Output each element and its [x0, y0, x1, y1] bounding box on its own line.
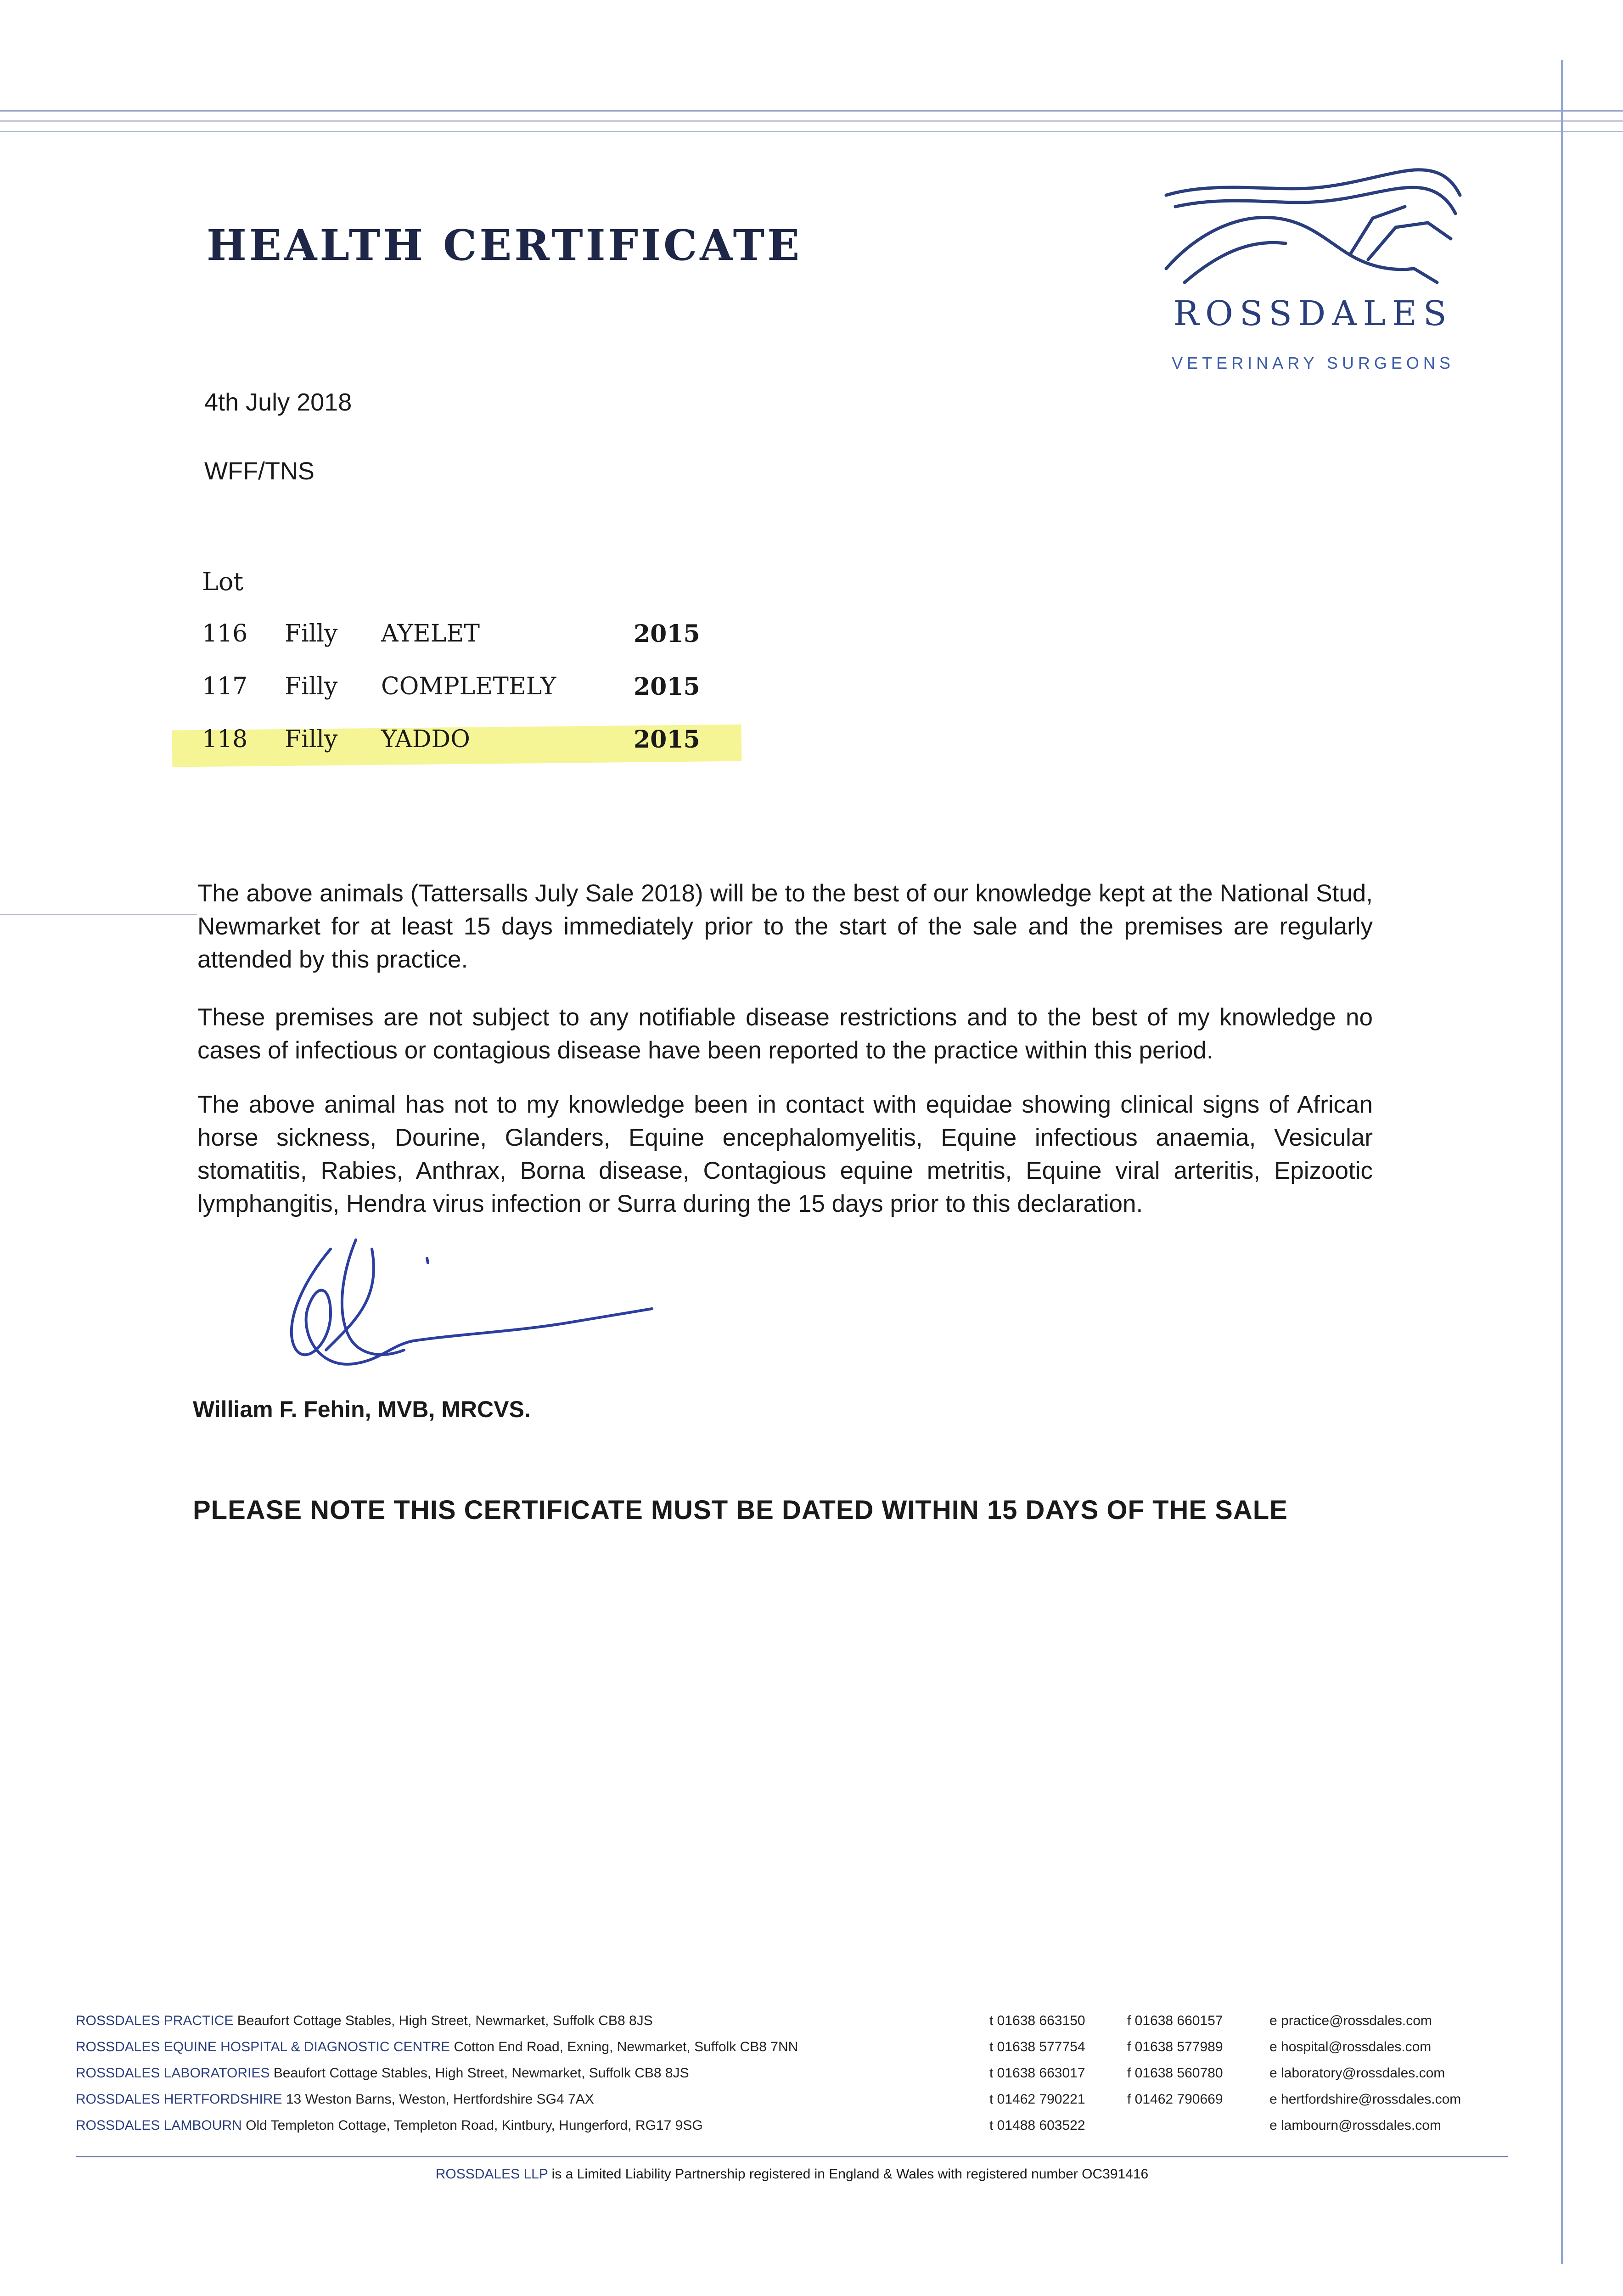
registration-text: is a Limited Liability Partnership registered in England & Wales with registered number OC391416: [551, 2167, 1149, 2182]
lot-row-highlighted: [202, 721, 753, 774]
footer-entry-email: e lambourn@rossdales.com: [1269, 2118, 1441, 2133]
paragraph-disease-restrictions: These premises are not subject to any notifiable disease restrictions and to the best of my knowledge no cases of infectious or contagious disease have been reported to the practice within this period.: [197, 1004, 1373, 1064]
lot-number: 118: [202, 726, 248, 753]
footer-entry-address: 13 Weston Barns, Weston, Hertfordshire SG4 7AX: [286, 2092, 594, 2107]
lot-row: [202, 668, 753, 721]
lot-sex: Filly: [285, 726, 338, 753]
lot-year: 2015: [634, 620, 700, 648]
brand-subtitle: VETERINARY SURGEONS: [1172, 354, 1455, 372]
lot-row: [202, 615, 753, 668]
footer-entry-email: e laboratory@rossdales.com: [1269, 2065, 1445, 2081]
footer-entry-phone: t 01638 663017: [989, 2065, 1085, 2081]
scan-line-middle: [0, 914, 197, 915]
document-reference: WFF/TNS: [204, 457, 314, 485]
footer-entry-name: ROSSDALES HERTFORDSHIRE: [76, 2092, 282, 2107]
certificate-notice: PLEASE NOTE THIS CERTIFICATE MUST BE DATED WITHIN 15 DAYS OF THE SALE: [193, 1495, 1288, 1525]
footer-entry: [76, 2011, 1522, 2037]
lot-list: [202, 615, 753, 774]
footer-entry-fax: f 01462 790669: [1127, 2092, 1223, 2107]
footer-entry-address: Cotton End Road, Exning, Newmarket, Suffolk CB8 7NN: [454, 2039, 798, 2054]
lot-name: YADDO: [381, 726, 470, 753]
registration-brand: ROSSDALES LLP: [435, 2167, 548, 2182]
footer-entry-phone: t 01488 603522: [989, 2118, 1085, 2133]
footer-entry: [76, 2116, 1522, 2142]
footer-entry-name: ROSSDALES LABORATORIES: [76, 2065, 270, 2081]
lot-sex: Filly: [285, 620, 338, 647]
page-title: HEALTH CERTIFICATE: [207, 220, 803, 270]
footer-entry-phone: t 01638 663150: [989, 2013, 1085, 2028]
footer-entry-fax: f 01638 577989: [1127, 2039, 1223, 2054]
scan-line-right: [1561, 60, 1563, 2264]
footer-entry-name: ROSSDALES LAMBOURN: [76, 2118, 242, 2133]
brand-name: ROSSDALES: [1173, 294, 1453, 333]
lot-number: 117: [202, 673, 248, 700]
scan-line-top-3: [0, 131, 1623, 132]
lot-name: AYELET: [381, 620, 480, 647]
paragraph-sale-location: The above animals (Tattersalls July Sale 2018) will be to the best of our knowledge kept at the National Stud, Newmarket for at least 15 days immediately prior to the start of the sale and the premises are regularly attended by this practice.: [197, 880, 1373, 973]
footer-entry-email: e hospital@rossdales.com: [1269, 2039, 1432, 2054]
footer-entry-address: Old Templeton Cottage, Templeton Road, Kintbury, Hungerford, RG17 9SG: [246, 2118, 703, 2133]
footer-entry-fax: f 01638 660157: [1127, 2013, 1223, 2028]
footer-entry: [76, 2090, 1522, 2116]
footer-entry: [76, 2064, 1522, 2090]
lot-number: 116: [202, 620, 248, 647]
footer-entry-phone: t 01638 577754: [989, 2039, 1085, 2054]
footer-entry-name: ROSSDALES EQUINE HOSPITAL & DIAGNOSTIC CENTRE: [76, 2039, 450, 2054]
lot-year: 2015: [634, 726, 700, 754]
lot-year: 2015: [634, 673, 700, 701]
footer-entry-name: ROSSDALES PRACTICE: [76, 2013, 234, 2028]
footer-divider: [76, 2156, 1508, 2157]
footer-entry-email: e practice@rossdales.com: [1269, 2013, 1432, 2028]
paragraph-contact-declaration: The above animal has not to my knowledge been in contact with equidae showing clinical signs of African horse sickness, Dourine, Glanders, Equine encephalomyelitis, Equine infectious anaemia, Vesicular stomatitis, Rabies, Anthrax, Borna disease, Contagious equine metritis, Equine viral arteritis, Epizootic lymphangitis, Hendra virus infection or Surra during the 15 days prior to this declaration.: [197, 1091, 1373, 1217]
lot-name: COMPLETELY: [381, 673, 556, 700]
footer-entry-phone: t 01462 790221: [989, 2092, 1085, 2107]
footer-entry-address: Beaufort Cottage Stables, High Street, Newmarket, Suffolk CB8 8JS: [237, 2013, 653, 2028]
footer-entry-address: Beaufort Cottage Stables, High Street, Newmarket, Suffolk CB8 8JS: [273, 2065, 689, 2081]
lot-sex: Filly: [285, 673, 338, 700]
signature-mark: [275, 1231, 661, 1396]
footer-contacts: [76, 2011, 1522, 2142]
scan-line-top-2: [0, 120, 1623, 122]
document-date: 4th July 2018: [204, 388, 352, 416]
signer-name: William F. Fehin, MVB, MRCVS.: [193, 1396, 531, 1422]
footer-entry: [76, 2037, 1522, 2064]
footer-entry-email: e hertfordshire@rossdales.com: [1269, 2092, 1461, 2107]
footer-entry-fax: f 01638 560780: [1127, 2065, 1223, 2081]
lot-header: Lot: [202, 567, 244, 596]
scan-line-top: [0, 110, 1623, 112]
horse-head-logo: [1157, 163, 1469, 301]
footer-registration: [76, 2167, 1508, 2182]
